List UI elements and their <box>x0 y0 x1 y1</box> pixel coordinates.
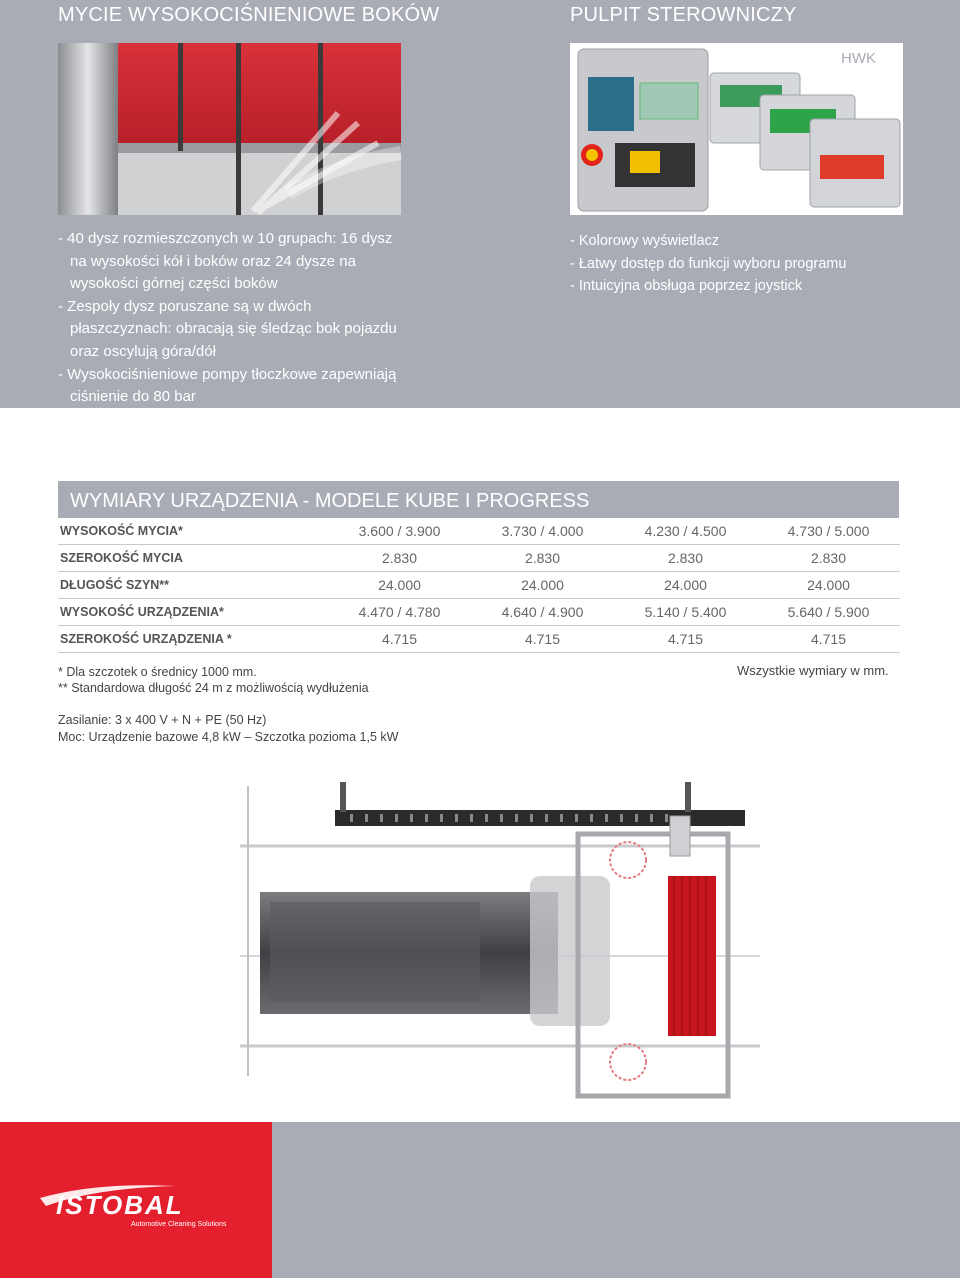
list-item: - Kolorowy wyświetlacz <box>570 233 720 249</box>
row-label: WYSOKOŚĆ URZĄDZENIA* <box>58 599 328 626</box>
control-panel-photo <box>570 43 903 215</box>
table-row <box>58 599 900 626</box>
row-label: SZEROKOŚĆ URZĄDZENIA * <box>58 626 328 653</box>
hwk-label: HWK <box>841 50 876 67</box>
row-label: DŁUGOŚĆ SZYN** <box>58 572 328 599</box>
footnote: * Dla szczotek o średnicy 1000 mm. <box>58 665 257 679</box>
table-row <box>58 626 900 653</box>
table-cell: 4.715 <box>757 626 900 653</box>
table-cell: 3.730 / 4.000 <box>471 518 614 545</box>
table-cell: 4.470 / 4.780 <box>328 599 471 626</box>
list-item: - Wysokociśnieniowe pompy tłoczkowe zapewniają ciśnienie do 80 bar <box>58 365 397 406</box>
section-title-control-panel: PULPIT STEROWNICZY <box>570 4 797 26</box>
table-cell: 2.830 <box>757 545 900 572</box>
control-panel-features <box>570 230 930 298</box>
list-item: - Intuicyjna obsługa poprzez joystick <box>570 278 803 295</box>
high-pressure-photo <box>58 43 401 215</box>
logo-tagline: Automotive Cleaning Solutions <box>131 1221 227 1228</box>
power-supply: Zasilanie: 3 x 400 V + N + PE (50 Hz) <box>58 713 267 727</box>
row-label: WYSOKOŚĆ MYCIA* <box>58 518 328 545</box>
row-label: SZEROKOŚĆ MYCIA <box>58 545 328 572</box>
footnote: ** Standardowa długość 24 m z możliwością wydłużenia <box>58 681 369 695</box>
high-pressure-features <box>58 228 403 409</box>
table-cell: 4.730 / 5.000 <box>757 518 900 545</box>
logo-wordmark: ISTOBAL <box>56 1190 184 1220</box>
table-cell: 24.000 <box>614 572 757 599</box>
list-item: - Zespoły dysz poruszane są w dwóch płaszczyznach: obracają się śledząc bok pojazdu oraz oscylują góra/dół <box>58 297 397 360</box>
table-cell: 3.600 / 3.900 <box>328 518 471 545</box>
table-cell: 24.000 <box>471 572 614 599</box>
table-cell: 4.640 / 4.900 <box>471 599 614 626</box>
footer-gray-panel <box>272 1122 960 1278</box>
power-rating: Moc: Urządzenie bazowe 4,8 kW – Szczotka pozioma 1,5 kW <box>58 730 399 744</box>
table-cell: 4.715 <box>614 626 757 653</box>
list-item: - 40 dysz rozmieszczonych w 10 grupach: 16 dysz na wysokości kół i boków oraz 24 dysze na wysokości górnej części boków <box>58 230 393 293</box>
dimensions-table <box>58 518 900 653</box>
table-row <box>58 518 900 545</box>
section-title-high-pressure: MYCIE WYSOKOCIŚNIENIOWE BOKÓW <box>58 4 440 26</box>
istobal-logo <box>36 1180 246 1237</box>
table-cell: 2.830 <box>471 545 614 572</box>
table-cell: 4.715 <box>471 626 614 653</box>
table-cell: 4.230 / 4.500 <box>614 518 757 545</box>
table-row <box>58 572 900 599</box>
table-cell: 2.830 <box>614 545 757 572</box>
list-item: - Łatwy dostęp do funkcji wyboru programu <box>570 255 847 272</box>
top-view-diagram <box>240 776 760 1106</box>
table-cell: 4.715 <box>328 626 471 653</box>
table-cell: 24.000 <box>328 572 471 599</box>
table-row <box>58 545 900 572</box>
table-cell: 5.640 / 5.900 <box>757 599 900 626</box>
units-note: Wszystkie wymiary w mm. <box>737 663 889 678</box>
table-cell: 2.830 <box>328 545 471 572</box>
dimensions-title: WYMIARY URZĄDZENIA - MODELE KUBE I PROGRESS <box>58 481 899 518</box>
table-cell: 5.140 / 5.400 <box>614 599 757 626</box>
table-cell: 24.000 <box>757 572 900 599</box>
